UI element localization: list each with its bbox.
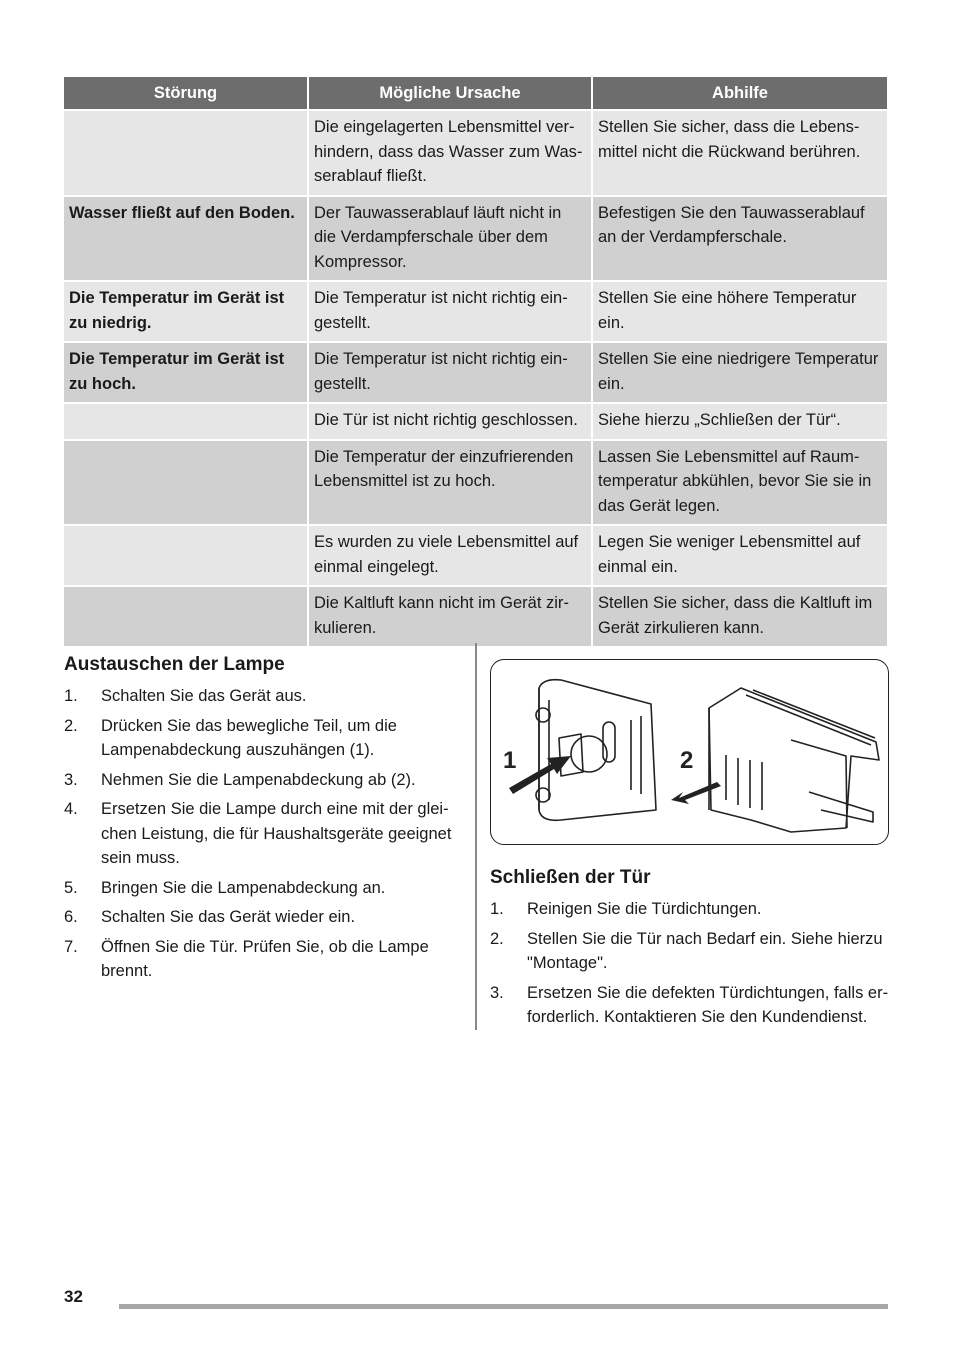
step-number: 3. <box>490 983 504 1002</box>
step-text: Bringen Sie die Lampenabdeckung an. <box>101 878 386 897</box>
table-row <box>64 439 887 525</box>
problem-cell <box>64 585 309 646</box>
problem-cell <box>64 524 309 585</box>
step-text: Ersetzen Sie die Lampe durch eine mit der gleichen Leistung, die für Haushaltsgeräte geeignet sein muss. <box>101 800 452 867</box>
table-row <box>64 524 887 585</box>
problem-cell <box>64 402 309 439</box>
step-number: 2. <box>490 929 504 948</box>
page-number: 32 <box>64 1287 83 1306</box>
lamp-cover-outline <box>709 688 879 832</box>
table-row <box>64 585 887 646</box>
step-number: 4. <box>64 800 78 818</box>
step-number: 6. <box>64 908 78 926</box>
list-item <box>64 935 466 984</box>
remedy-cell: Stellen Sie eine niedrigere Temperatur ein. <box>593 341 887 402</box>
list-item <box>490 927 890 976</box>
cause-cell: Es wurden zu viele Lebensmittel auf einmal eingelegt. <box>309 524 593 585</box>
list-item <box>64 797 466 871</box>
lamp-cover-illustration <box>490 659 889 845</box>
step-text: Drücken Sie das bewegliche Teil, um die Lampenabdeckung auszuhängen (1). <box>101 716 397 759</box>
cause-cell: Die Temperatur der einzufrierenden Lebensmittel ist zu hoch. <box>309 439 593 525</box>
list-item <box>490 897 890 922</box>
cause-cell: Die Tür ist nicht richtig geschlossen. <box>309 402 593 439</box>
step-number: 3. <box>64 770 78 789</box>
step-number: 2. <box>64 716 78 735</box>
lamp-illustration-svg <box>491 660 887 843</box>
column-divider <box>475 643 477 1030</box>
problem-cell <box>64 439 309 525</box>
footer-rule <box>119 1304 888 1309</box>
lamp-housing-ribs <box>631 716 641 794</box>
list-item <box>64 905 466 930</box>
problem-cell: Die Temperatur im Gerät ist zu niedrig. <box>64 280 309 341</box>
lamp-cover-vents <box>726 755 762 810</box>
lamp-steps-list <box>64 684 466 984</box>
lamp-housing-outline <box>539 680 656 821</box>
step-text: Ersetzen Sie die defekten Türdichtungen, falls erforderlich. Kontaktieren Sie den Kundendienst. <box>527 983 889 1026</box>
step-text: Öffnen Sie die Tür. Prüfen Sie, ob die Lampe brennt. <box>101 937 429 980</box>
list-item <box>64 768 466 793</box>
step-number: 7. <box>64 937 78 956</box>
remedy-cell: Stellen Sie sicher, dass die Kaltluft im Gerät zirkulieren kann. <box>593 585 887 646</box>
table-header-row <box>64 77 887 109</box>
table-row <box>64 402 887 439</box>
cause-cell: Die Temperatur ist nicht richtig eingestellt. <box>309 341 593 402</box>
remedy-cell: Lassen Sie Lebensmittel auf Raumtemperatur abkühlen, bevor Sie sie in das Gerät legen. <box>593 439 887 525</box>
remedy-cell: Stellen Sie sicher, dass die Lebensmittel nicht die Rückwand berühren. <box>593 109 887 195</box>
header-stoerung: Störung <box>64 77 309 109</box>
list-item <box>64 714 466 763</box>
problem-cell: Wasser fließt auf den Boden. <box>64 195 309 281</box>
step-text: Schalten Sie das Gerät wieder ein. <box>101 908 356 926</box>
problem-cell: Die Temperatur im Gerät ist zu hoch. <box>64 341 309 402</box>
cause-cell: Die Kaltluft kann nicht im Gerät zirkulieren. <box>309 585 593 646</box>
cause-cell: Der Tauwasserablauf läuft nicht in die Verdampferschale über dem Kompressor. <box>309 195 593 281</box>
step-text: Schalten Sie das Gerät aus. <box>101 687 307 705</box>
lamp-bulb-icon <box>571 736 607 772</box>
cause-cell: Die eingelagerten Lebensmittel verhindern, dass das Wasser zum Wasserablauf fließt. <box>309 109 593 195</box>
cause-cell: Die Temperatur ist nicht richtig eingestellt. <box>309 280 593 341</box>
list-item <box>490 981 890 1030</box>
table-row <box>64 280 887 341</box>
remedy-cell: Stellen Sie eine höhere Temperatur ein. <box>593 280 887 341</box>
table-row <box>64 109 887 195</box>
list-item <box>64 876 466 901</box>
table-row <box>64 195 887 281</box>
step-text: Nehmen Sie die Lampenabdeckung ab (2). <box>101 770 416 789</box>
step-text: Reinigen Sie die Türdichtungen. <box>527 900 762 918</box>
remedy-cell: Befestigen Sie den Tauwasserablauf an der Verdampferschale. <box>593 195 887 281</box>
door-steps-list <box>490 897 890 1030</box>
problem-cell <box>64 109 309 195</box>
arrow-remove-icon <box>671 782 721 804</box>
step-number: 5. <box>64 878 78 897</box>
figure-label-1: 1 <box>503 747 517 774</box>
list-item <box>64 684 466 709</box>
troubleshooting-table <box>64 77 887 646</box>
remedy-cell: Siehe hierzu „Schließen der Tür“. <box>593 402 887 439</box>
lamp-housing-slot <box>603 722 615 762</box>
lamp-hook-top <box>536 708 550 722</box>
step-text: Stellen Sie die Tür nach Bedarf ein. Siehe hierzu "Montage". <box>527 929 883 972</box>
header-ursache: Mögliche Ursache <box>309 77 593 109</box>
door-section <box>490 865 890 1035</box>
door-section-title: Schließen der Tür <box>490 867 651 888</box>
lamp-hook-bottom <box>536 788 550 802</box>
lamp-section-title: Austauschen der Lampe <box>64 654 285 675</box>
lamp-section <box>64 652 466 989</box>
table-row <box>64 341 887 402</box>
step-number: 1. <box>64 687 78 705</box>
step-number: 1. <box>490 900 504 918</box>
remedy-cell: Legen Sie weniger Lebensmittel auf einmal ein. <box>593 524 887 585</box>
figure-label-2: 2 <box>680 747 694 774</box>
lamp-cover-tab <box>809 792 873 822</box>
header-abhilfe: Abhilfe <box>593 77 887 109</box>
